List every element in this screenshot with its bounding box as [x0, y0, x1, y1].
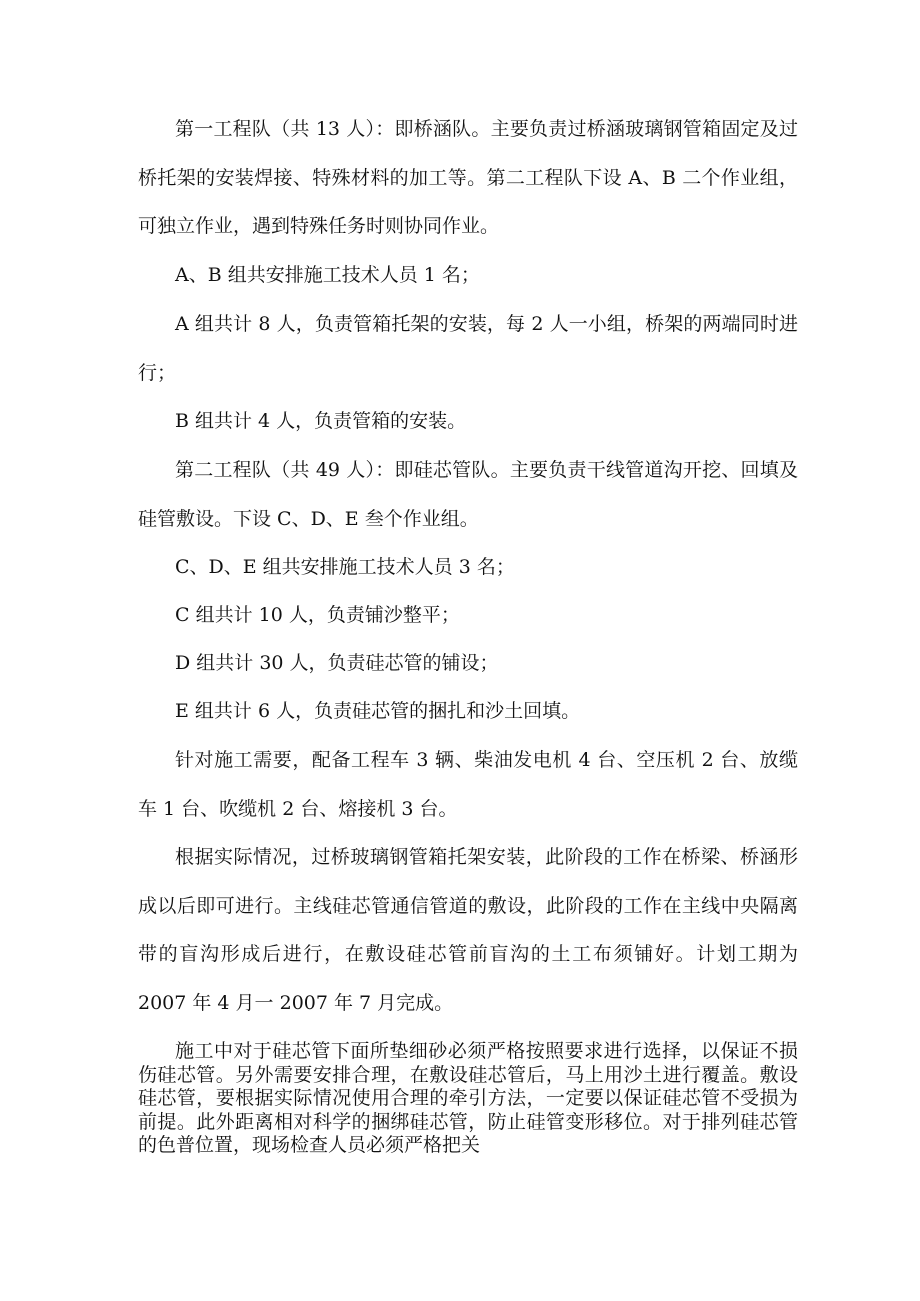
- paragraph-ab-tech-staff: A、B 组共安排施工技术人员 1 名；: [175, 264, 480, 286]
- paragraph-team-one: 第一工程队（共 13 人）：即桥涵队。主要负责过桥涵玻璃钢管箱固定及过桥托架的安装焊接、特殊材料的加工等。第二工程队下设 A、B 二个作业组，可独立作业，遇到特殊任务时则协同作业。: [138, 118, 798, 237]
- paragraph-cde-tech-staff: C、D、E 组共安排施工技术人员 3 名；: [175, 556, 515, 578]
- paragraph-schedule: 根据实际情况，过桥玻璃钢管箱托架安装，此阶段的工作在桥梁、桥涵形成以后即可进行。主线硅芯管通信管道的敷设，此阶段的工作在主线中央隔离带的盲沟形成后进行，在敷设硅芯管前盲沟的土工布须铺好。计划工期为 2007 年 4 月一 2007 年 7 月完成。: [138, 846, 798, 1014]
- paragraph-group-a: A 组共计 8 人，负责管箱托架的安装，每 2 人一小组，桥架的两端同时进行；: [138, 313, 798, 384]
- paragraph-group-e: E 组共计 6 人，负责硅芯管的捆扎和沙土回填。: [175, 700, 581, 722]
- paragraph-team-two: 第二工程队（共 49 人）：即硅芯管队。主要负责干线管道沟开挖、回填及硅管敷设。下设 C、D、E 叁个作业组。: [138, 459, 798, 530]
- paragraph-group-c: C 组共计 10 人，负责铺沙整平；: [175, 604, 460, 626]
- paragraph-group-b: B 组共计 4 人，负责管箱的安装。: [175, 410, 467, 432]
- paragraph-group-d: D 组共计 30 人，负责硅芯管的铺设；: [175, 652, 499, 674]
- paragraph-equipment: 针对施工需要，配备工程车 3 辆、柴油发电机 4 台、空压机 2 台、放缆车 1 台、吹缆机 2 台、熔接机 3 台。: [138, 749, 798, 820]
- paragraph-construction-notes: 施工中对于硅芯管下面所垫细砂必须严格按照要求进行选择，以保证不损伤硅芯管。另外需要安排合理，在敷设硅芯管后，马上用沙土进行覆盖。敷设硅芯管，要根据实际情况使用合理的牵引方法，一定要以保证硅芯管不受损为前提。此外距离相对科学的捆绑硅芯管，防止硅管变形移位。对于排列硅芯管的色普位置，现场检查人员必须严格把关: [138, 1040, 798, 1156]
